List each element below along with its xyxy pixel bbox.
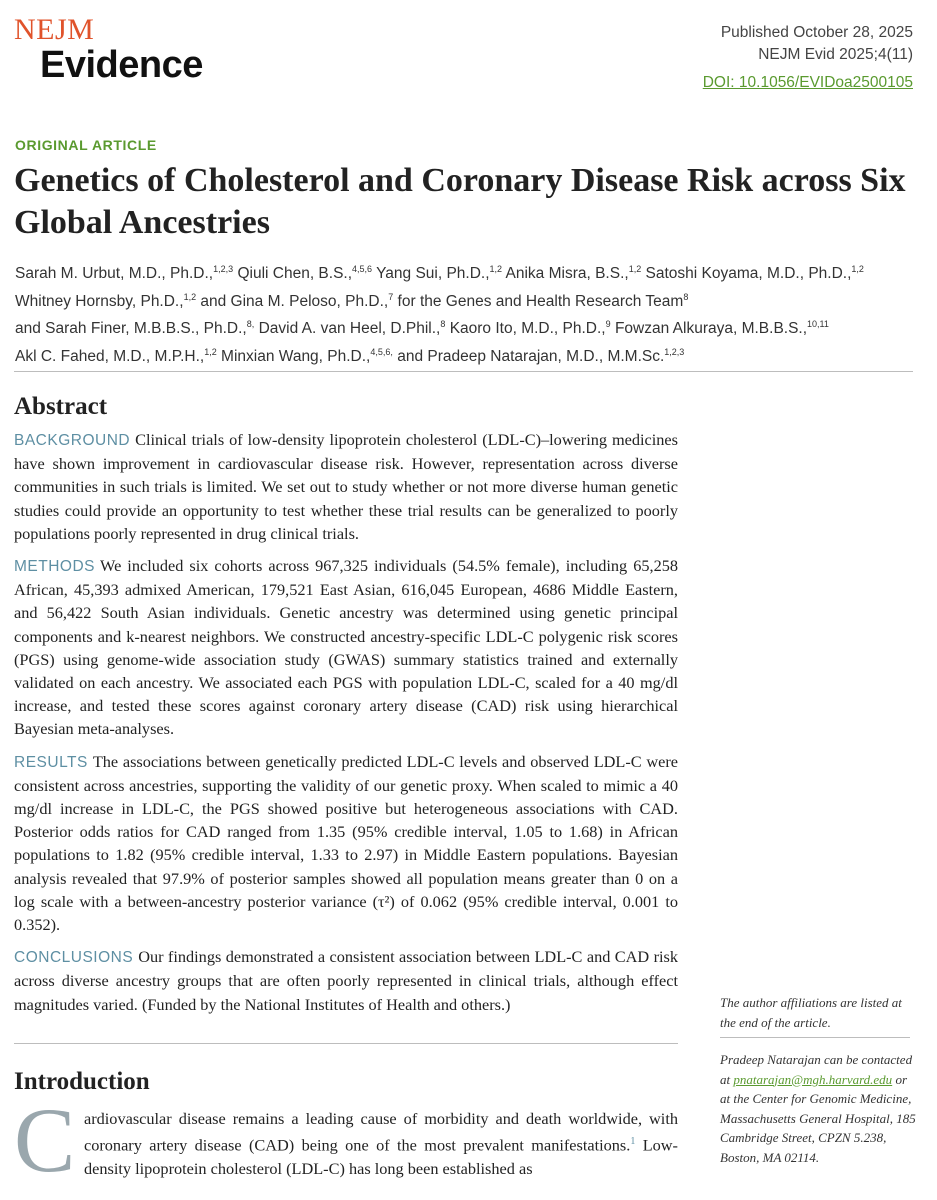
- background-text: Clinical trials of low-density lipoprotein cholesterol (LDL-C)–lowering medicines have shown improvement in cardiovascular disease risk. However, representation across diverse communities in such trials is limited. We set out to study whether or not more diverse human genetic studies could provide an opportunity to test whether these trial results can be generalized to poorly populations poorly represented in drug clinical trials.: [14, 430, 678, 543]
- author-affil: 10,11: [807, 319, 829, 330]
- author-name: Satoshi Koyama, M.D., Ph.D.,: [645, 265, 852, 283]
- intro-text: [84, 1107, 678, 1180]
- author-affil: 1,2: [628, 264, 642, 274]
- abstract-background: [14, 428, 678, 545]
- author-affil: 1,2,3: [664, 346, 685, 357]
- author-name: for the Genes and Health Research Team: [397, 292, 684, 310]
- logo-evidence: Evidence: [40, 44, 203, 86]
- author-name: Yang Sui, Ph.D.,: [376, 265, 490, 283]
- author-affil: 1,2: [489, 264, 503, 274]
- author-name: Sarah M. Urbut, M.D., Ph.D.,: [15, 265, 214, 283]
- author-name: and Sarah Finer, M.B.B.S., Ph.D.,: [15, 320, 247, 338]
- doi-link[interactable]: DOI: 10.1056/EVIDoa2500105: [702, 74, 913, 91]
- abstract-conclusions: [14, 945, 678, 1016]
- author-name: Akl C. Fahed, M.D., M.P.H.,: [15, 348, 205, 366]
- author-list: [15, 258, 915, 369]
- author-affil: 8: [683, 291, 689, 302]
- background-label: BACKGROUND: [14, 432, 131, 449]
- intro-text-part-1: ardiovascular disease remains a leading cause of morbidity and death worldwide, with coronary artery disease (CAD) being one of the most prevalent manifestations.: [84, 1109, 678, 1155]
- intro-dropcap: C: [14, 1089, 76, 1191]
- author-name: David A. van Heel, D.Phil.,: [258, 320, 441, 338]
- published-date: Published October 28, 2025: [720, 24, 913, 41]
- results-label: RESULTS: [14, 753, 88, 771]
- affiliations-note: The author affiliations are listed at the end of the article.: [720, 995, 902, 1030]
- contact-email-link[interactable]: pnatarajan@mgh.harvard.edu: [733, 1071, 893, 1087]
- article-type: ORIGINAL ARTICLE: [15, 137, 157, 153]
- journal-citation: NEJM Evid 2025;4(11): [758, 46, 913, 63]
- author-affil: 1,2: [851, 264, 864, 274]
- contact-suffix: or at the Center for Genomic Medicine, Massachusetts General Hospital, 185 Cambridge Street, CPZN 5.238, Boston, MA 02114.: [720, 1071, 916, 1165]
- conclusions-text: Our findings demonstrated a consistent association between LDL-C and CAD risk across diverse ancestry groups that are often poorly represented in clinical trials, although effect magnitudes varied. (Funded by the National Institutes of Health and others.): [14, 947, 678, 1014]
- intro-text-part-2: Low-density lipoprotein cholesterol (LDL-C) has long been established as: [84, 1135, 678, 1178]
- author-name: Minxian Wang, Ph.D.,: [221, 348, 371, 366]
- abstract-body: [14, 428, 678, 1025]
- author-name: Qiuli Chen, B.S.,: [237, 265, 353, 283]
- author-name: and Gina M. Peloso, Ph.D.,: [200, 292, 389, 310]
- author-affil: 1,2: [183, 291, 197, 302]
- author-name: Whitney Hornsby, Ph.D.,: [15, 292, 184, 310]
- abstract-heading: Abstract: [14, 393, 108, 420]
- conclusions-label: CONCLUSIONS: [14, 949, 134, 967]
- author-affil: 9: [605, 319, 611, 330]
- author-name: and Pradeep Natarajan, M.D., M.M.Sc.: [397, 348, 665, 366]
- author-affil: 1,2: [204, 346, 217, 357]
- abstract-results: [14, 750, 678, 937]
- logo-nejm: NEJM: [14, 13, 95, 46]
- abstract-methods: [14, 554, 678, 741]
- abstract-divider: [14, 1043, 678, 1044]
- author-affil: 8: [440, 319, 446, 330]
- methods-label: METHODS: [14, 558, 95, 576]
- journal-logo: [14, 14, 203, 84]
- publication-info: [703, 22, 913, 94]
- contact-prefix: Pradeep Natarajan can be contacted at: [720, 1052, 913, 1087]
- sidebar-divider: [720, 1037, 910, 1038]
- author-name: Kaoro Ito, M.D., Ph.D.,: [449, 320, 606, 338]
- header-divider: [14, 371, 913, 372]
- article-title: Genetics of Cholesterol and Coronary Disease Risk across Six Global Ancestries: [14, 162, 906, 241]
- author-affil: 8,: [246, 319, 255, 330]
- author-affil: 1,2,3: [213, 264, 234, 274]
- author-affil: 4,5,6: [352, 264, 373, 274]
- author-affil: 4,5,6,: [370, 346, 393, 357]
- contact-note: [720, 1050, 920, 1167]
- methods-text: We included six cohorts across 967,325 individuals (54.5% female), including 65,258 African, 45,393 admixed American, 179,521 East Asian, 616,045 European, 4686 Middle Eastern, and 56,422 South Asian individuals. Genetic ancestry was determined using genetic principal components and k-nearest neighbors. We constructed ancestry-specific LDL-C polygenic risk scores (PGS) using genome-wide association study (GWAS) summary statistics trained and externally validated on each ancestry. We associated each PGS with population LDL-C, scaled for a 40 mg/dl increase, and tested these scores against coronary artery disease (CAD) risk using hierarchical Bayesian meta-analyses.: [14, 556, 678, 739]
- author-name: Anika Misra, B.S.,: [505, 265, 629, 283]
- intro-heading: Introduction: [14, 1068, 150, 1095]
- author-name: Fowzan Alkuraya, M.B.B.S.,: [614, 320, 808, 338]
- author-affil: 7: [388, 291, 394, 302]
- citation-link[interactable]: 1: [630, 1136, 636, 1148]
- results-text: The associations between genetically predicted LDL-C levels and observed LDL-C were consistent across ancestries, supporting the validity of our genetic proxy. When scaled to mimic a 40 mg/dl increase in LDL-C, the PGS showed positive but heterogeneous associations with CAD. Posterior odds ratios for CAD ranged from 1.35 (95% credible interval, 1.05 to 1.68) in African populations to 1.82 (95% credible interval, 1.33 to 2.97) in Middle Eastern populations. Bayesian analysis revealed that 97.9% of posterior samples showed all population means greater than 0 on a log scale with a between-ancestry posterior variance (τ²) of 0.062 (95% credible interval, 0.001 to 0.352).: [14, 751, 678, 935]
